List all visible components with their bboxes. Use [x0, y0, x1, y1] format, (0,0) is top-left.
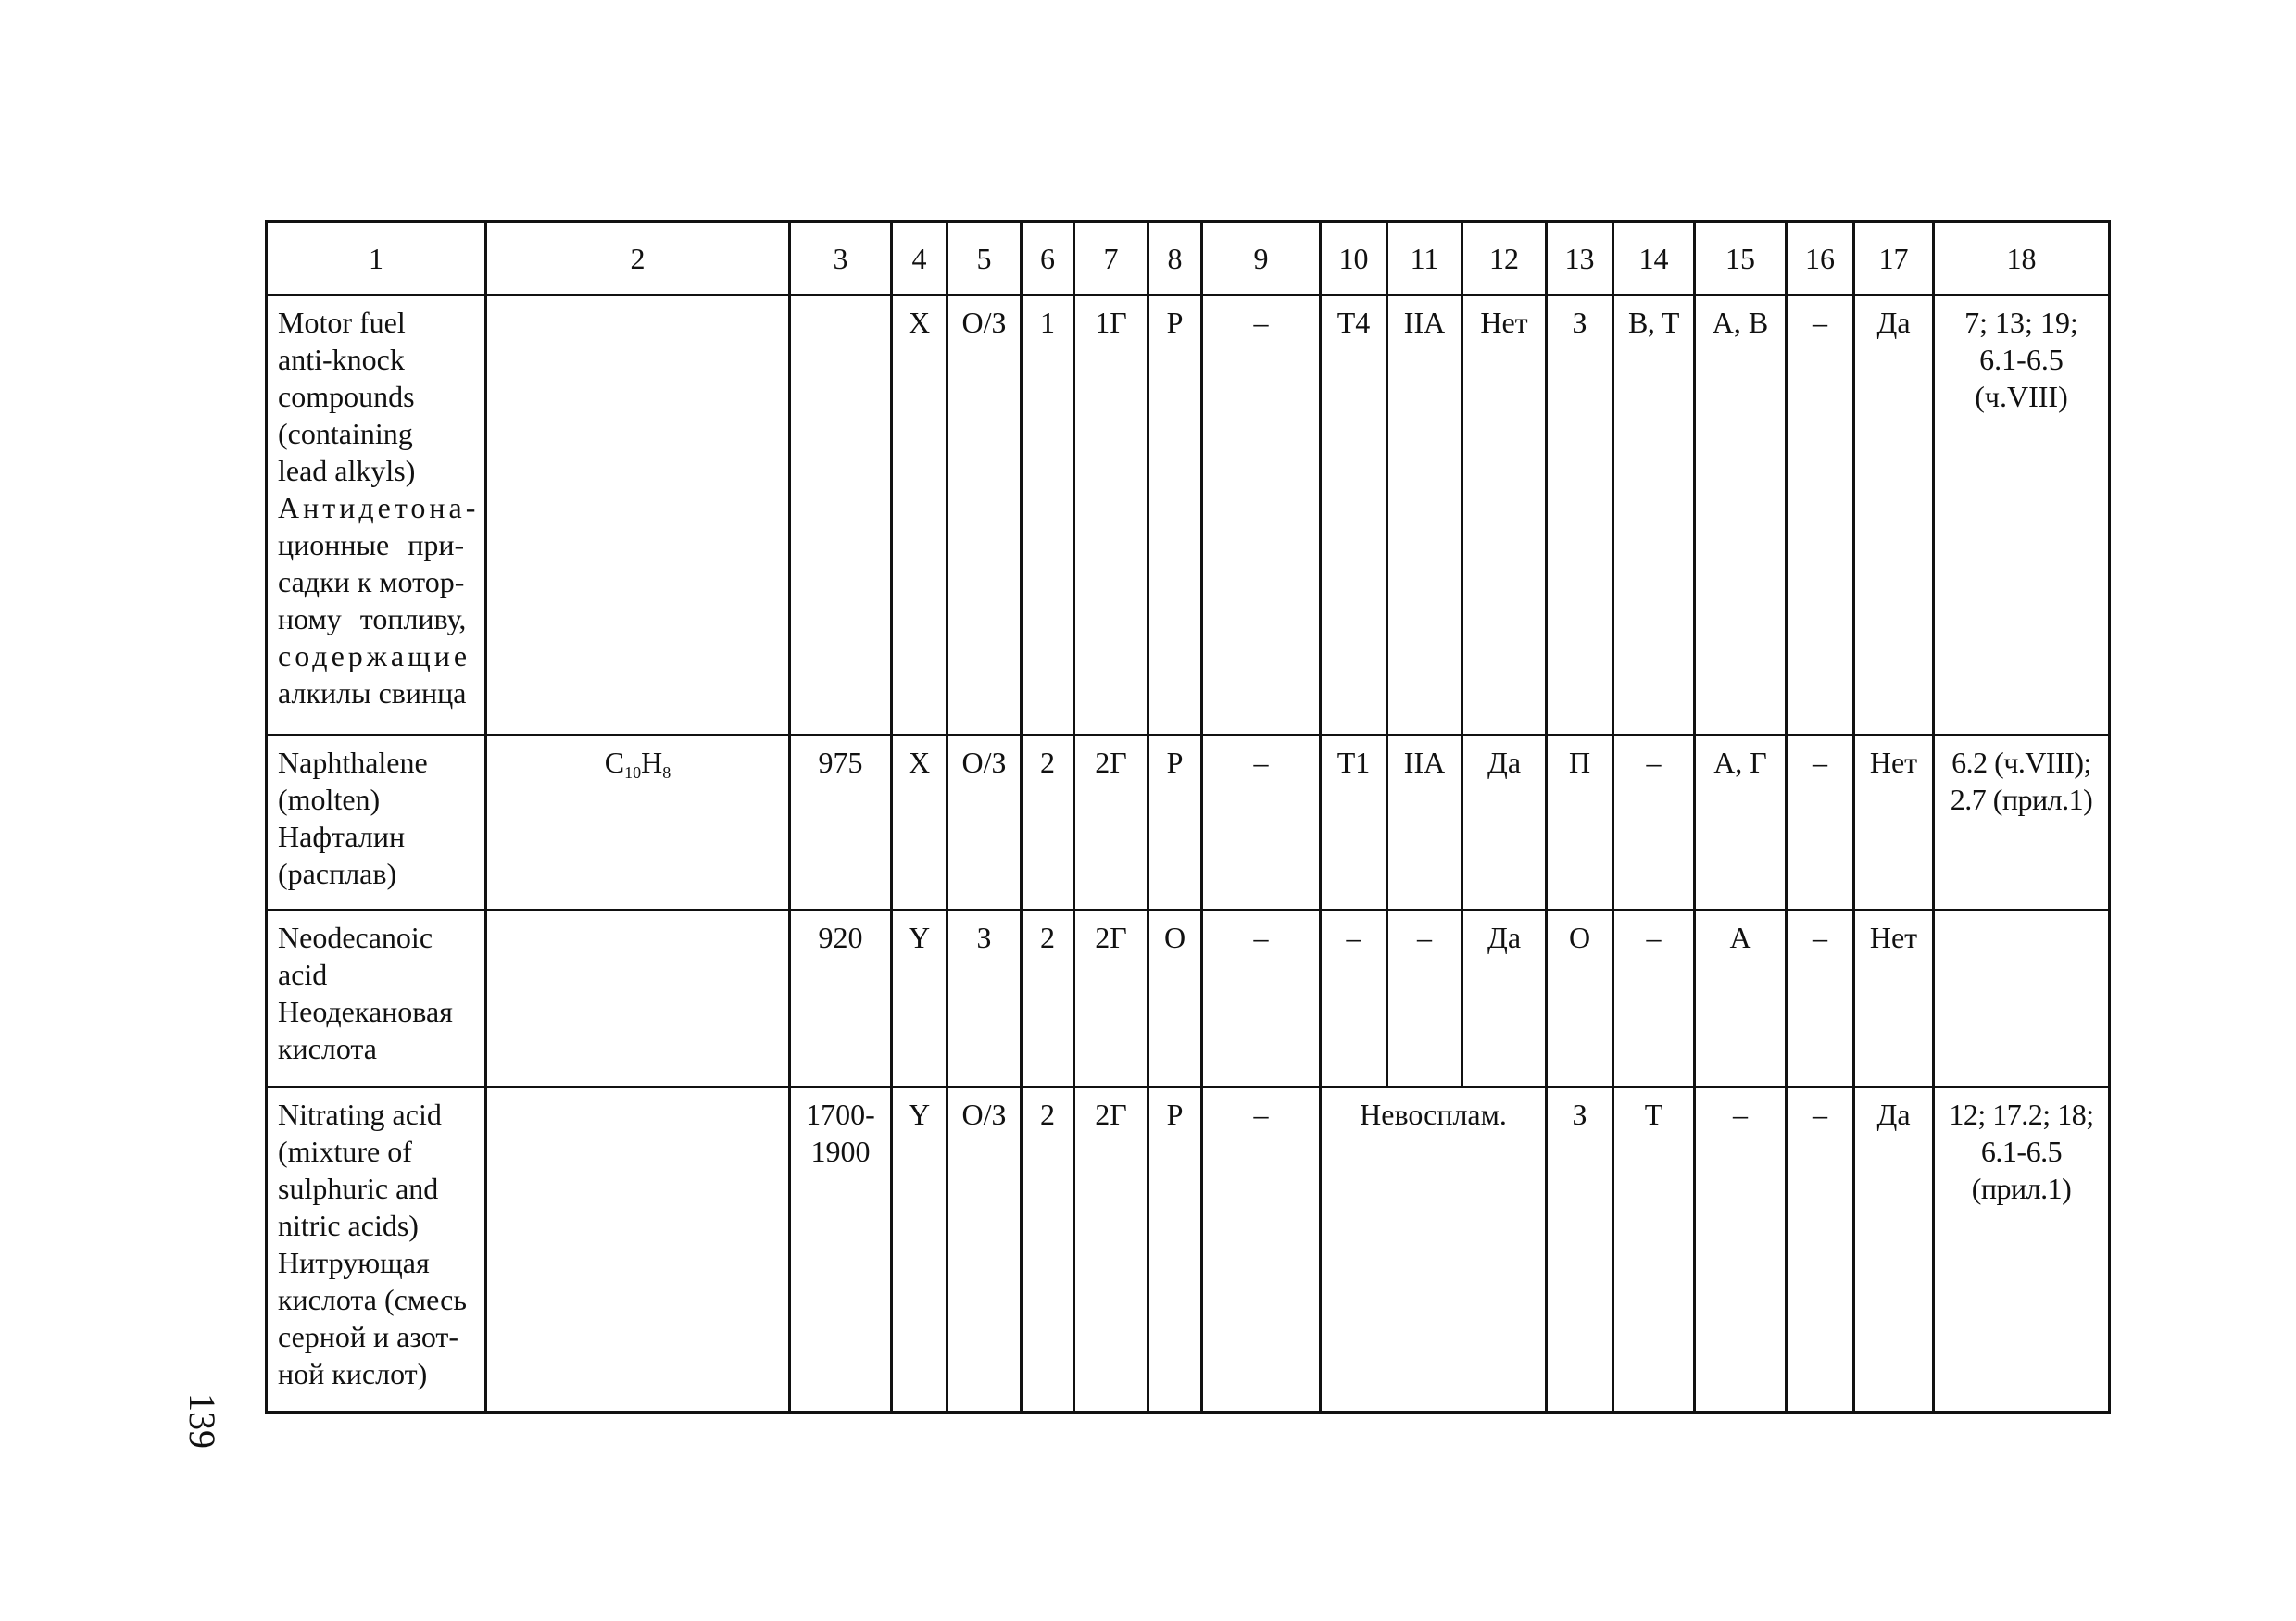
cell-col16: – — [1787, 295, 1854, 735]
header-row — [267, 222, 2110, 295]
column-header: 3 — [790, 222, 892, 295]
column-header: 9 — [1202, 222, 1321, 295]
table-row — [267, 911, 2110, 1087]
cell-col13: П — [1547, 735, 1613, 911]
cell-col6: 2 — [1022, 735, 1074, 911]
cell-col4: X — [892, 735, 947, 911]
cell-col11: IIA — [1387, 295, 1462, 735]
cell-col17: Нет — [1854, 735, 1934, 911]
cell-col8: О — [1148, 911, 1202, 1087]
column-header: 2 — [486, 222, 790, 295]
cell-col9: – — [1202, 1087, 1321, 1413]
cell-col11: – — [1387, 911, 1462, 1087]
formula-cell — [486, 1087, 790, 1413]
cell-col4: Y — [892, 1087, 947, 1413]
cell-col7: 2Г — [1074, 1087, 1148, 1413]
column-header: 16 — [1787, 222, 1854, 295]
column-header: 11 — [1387, 222, 1462, 295]
table-row — [267, 735, 2110, 911]
cell-col13: З — [1547, 1087, 1613, 1413]
cell-col5: О/З — [947, 735, 1022, 911]
cell-col18: 6.2 (ч.VIII); 2.7 (прил.1) — [1934, 735, 2110, 911]
cell-col8: Р — [1148, 295, 1202, 735]
cell-col9: – — [1202, 295, 1321, 735]
column-header: 14 — [1613, 222, 1695, 295]
column-header: 6 — [1022, 222, 1074, 295]
column-header: 12 — [1462, 222, 1547, 295]
cell-col9: – — [1202, 735, 1321, 911]
table-row — [267, 1087, 2110, 1413]
cell-col10: Т4 — [1321, 295, 1387, 735]
cell-col14: Т — [1613, 1087, 1695, 1413]
cell-col15: А, Г — [1695, 735, 1787, 911]
cell-col12: Да — [1462, 911, 1547, 1087]
column-header: 10 — [1321, 222, 1387, 295]
formula-cell: $C_{10}H_8$ — [486, 735, 790, 911]
column-header: 18 — [1934, 222, 2110, 295]
column-header: 8 — [1148, 222, 1202, 295]
cell-col6: 2 — [1022, 911, 1074, 1087]
cell-col17: Да — [1854, 295, 1934, 735]
cell-col14: – — [1613, 735, 1695, 911]
page-number: 139 — [182, 1393, 223, 1449]
cell-col8: Р — [1148, 735, 1202, 911]
column-header: 5 — [947, 222, 1022, 295]
cell-col8: Р — [1148, 1087, 1202, 1413]
cell-col16: – — [1787, 735, 1854, 911]
column-header: 13 — [1547, 222, 1613, 295]
cell-col7: 2Г — [1074, 911, 1148, 1087]
cell-col17: Нет — [1854, 911, 1934, 1087]
cell-col14: – — [1613, 911, 1695, 1087]
product-name-cell: Nitrating acid (mixture of sulphuric and nitric acids) Нитрующая кислота (смесь серной и азот- ной кислот) — [267, 1087, 486, 1413]
cell-col3: 1700- 1900 — [790, 1087, 892, 1413]
cell-col9: – — [1202, 911, 1321, 1087]
cell-col5: З — [947, 911, 1022, 1087]
cell-col18 — [1934, 911, 2110, 1087]
cell-col16: – — [1787, 1087, 1854, 1413]
cell-col12: Да — [1462, 735, 1547, 911]
cell-col13: З — [1547, 295, 1613, 735]
cell-col6: 2 — [1022, 1087, 1074, 1413]
cell-col5: О/З — [947, 1087, 1022, 1413]
cell-col3: 975 — [790, 735, 892, 911]
cell-col12: Нет — [1462, 295, 1547, 735]
cell-col3: 920 — [790, 911, 892, 1087]
cell-col16: – — [1787, 911, 1854, 1087]
cell-col5: О/З — [947, 295, 1022, 735]
cell-col14: В, Т — [1613, 295, 1695, 735]
cell-col15: А — [1695, 911, 1787, 1087]
cell-col10: – — [1321, 911, 1387, 1087]
column-header: 4 — [892, 222, 947, 295]
cell-col6: 1 — [1022, 295, 1074, 735]
cell-col11: IIA — [1387, 735, 1462, 911]
cell-col13: О — [1547, 911, 1613, 1087]
cell-col4: X — [892, 295, 947, 735]
non-flammable-merged-cell: Невосплам. — [1321, 1087, 1547, 1413]
cell-col17: Да — [1854, 1087, 1934, 1413]
product-name-cell: Neodecanoic acid Неодекановая кислота — [267, 911, 486, 1087]
column-header: 1 — [267, 222, 486, 295]
column-header: 17 — [1854, 222, 1934, 295]
cell-col7: 1Г — [1074, 295, 1148, 735]
cell-col18: 12; 17.2; 18; 6.1-6.5 (прил.1) — [1934, 1087, 2110, 1413]
cell-col7: 2Г — [1074, 735, 1148, 911]
cell-col4: Y — [892, 911, 947, 1087]
table-row — [267, 295, 2110, 735]
product-name-cell: Naphthalene (molten) Нафталин (расплав) — [267, 735, 486, 911]
cell-col10: Т1 — [1321, 735, 1387, 911]
cell-col15: А, В — [1695, 295, 1787, 735]
column-header: 7 — [1074, 222, 1148, 295]
cell-col15: – — [1695, 1087, 1787, 1413]
formula-cell — [486, 295, 790, 735]
cell-col3 — [790, 295, 892, 735]
cell-col18: 7; 13; 19; 6.1-6.5 (ч.VIII) — [1934, 295, 2110, 735]
product-name-cell: Motor fuel anti-knock compounds (containing lead alkyls) Антидетона- ционные при- садки к мотор- ному топливу, содержащие алкилы свинца — [267, 295, 486, 735]
cargo-properties-table — [265, 220, 2111, 1414]
formula-cell — [486, 911, 790, 1087]
column-header: 15 — [1695, 222, 1787, 295]
